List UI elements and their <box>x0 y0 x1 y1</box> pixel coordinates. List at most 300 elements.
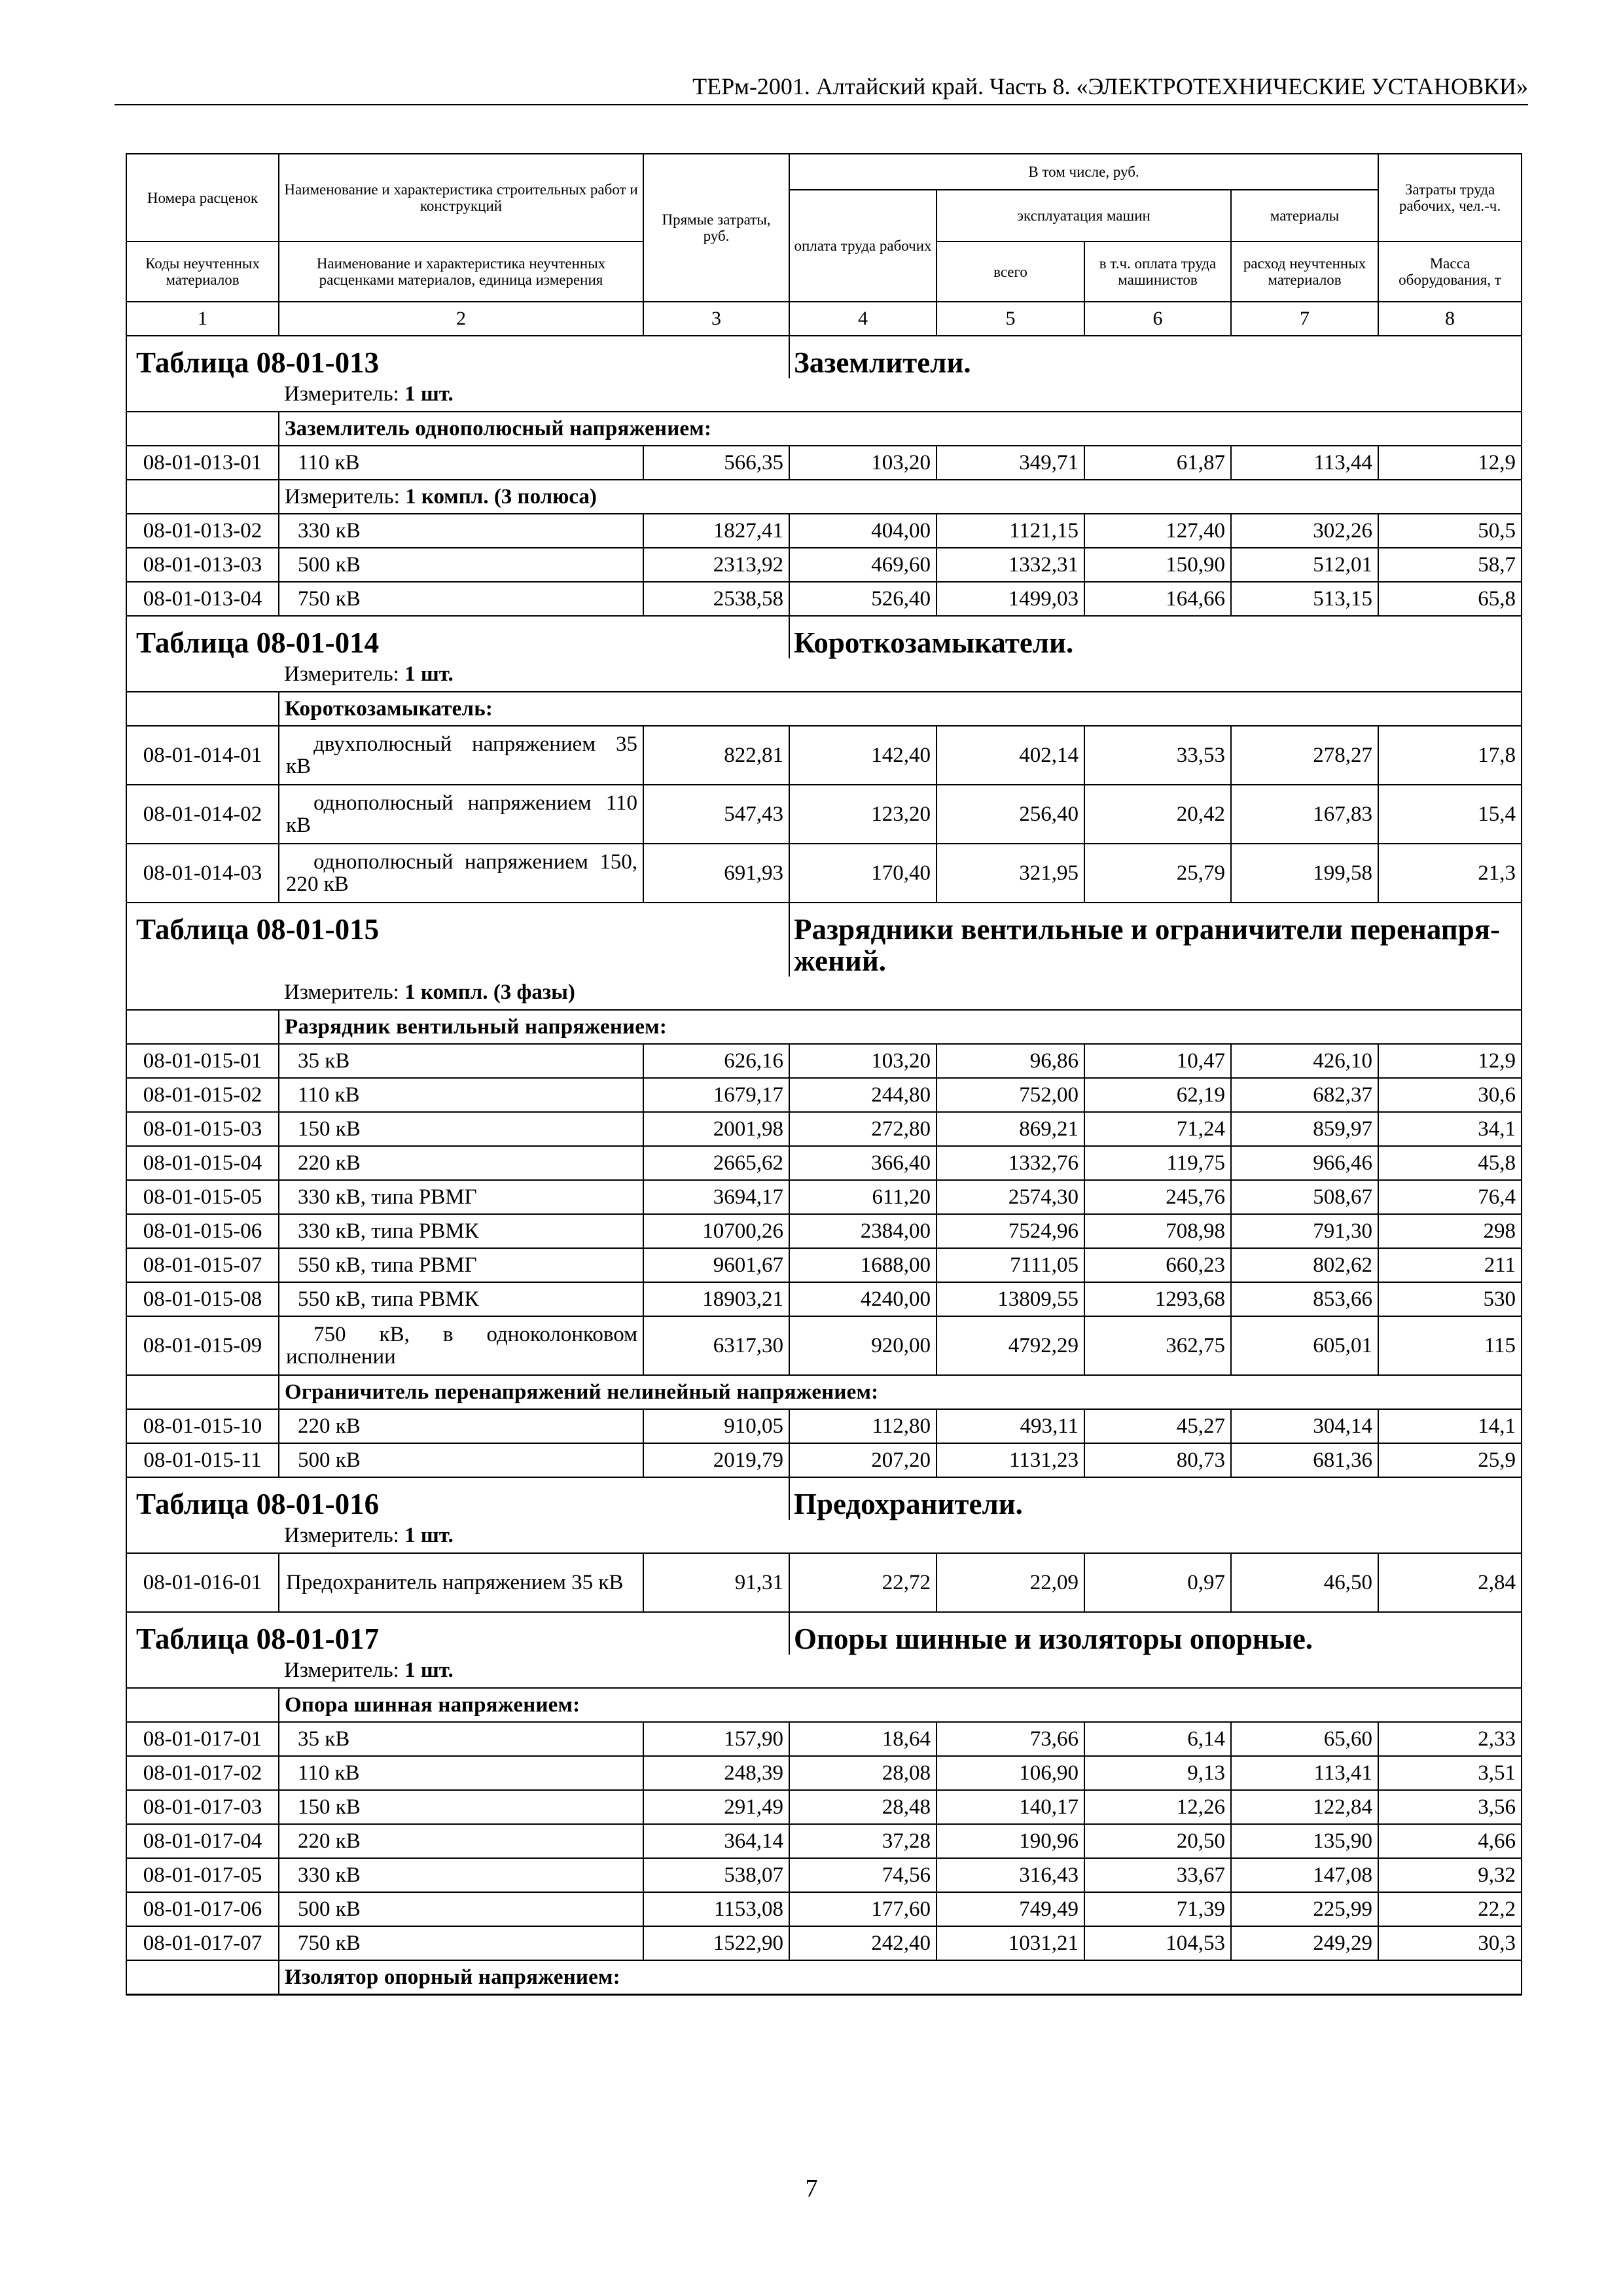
table-row <box>126 1756 1522 1790</box>
wages: 103,20 <box>789 1044 936 1078</box>
direct-cost: 91,31 <box>643 1553 789 1612</box>
rate-name: 500 кВ <box>279 1443 643 1477</box>
measure-cell <box>279 480 1522 514</box>
rate-code: 08-01-015-10 <box>126 1409 279 1443</box>
rate-name: 110 кВ <box>279 1756 643 1790</box>
machinists-wages: 164,66 <box>1084 582 1231 616</box>
machines-total: 316,43 <box>936 1858 1084 1892</box>
table-title-row <box>126 336 1522 378</box>
table-title-row <box>126 1612 1522 1655</box>
labor-cost: 12,9 <box>1378 446 1522 480</box>
col-header-machines-total: всего <box>936 242 1084 302</box>
table-heading <box>789 903 1522 977</box>
table-title: Таблица 08-01-014 <box>126 616 789 658</box>
machinists-wages: 25,79 <box>1084 844 1231 903</box>
wages: 170,40 <box>789 844 936 903</box>
section-spacer <box>126 1688 279 1722</box>
wages: 526,40 <box>789 582 936 616</box>
labor-cost: 530 <box>1378 1282 1522 1316</box>
direct-cost: 2019,79 <box>643 1443 789 1477</box>
direct-cost: 547,43 <box>643 785 789 844</box>
rate-code: 08-01-017-05 <box>126 1858 279 1892</box>
labor-cost: 2,33 <box>1378 1722 1522 1756</box>
table-row <box>126 785 1522 844</box>
labor-cost: 17,8 <box>1378 726 1522 785</box>
machinists-wages: 127,40 <box>1084 514 1231 548</box>
measure-label: Измеритель: <box>285 485 400 509</box>
wages: 469,60 <box>789 548 936 582</box>
rate-code: 08-01-015-06 <box>126 1214 279 1248</box>
machines-total: 752,00 <box>936 1078 1084 1112</box>
labor-cost: 21,3 <box>1378 844 1522 903</box>
wages: 123,20 <box>789 785 936 844</box>
table-row <box>126 1443 1522 1477</box>
table-title: Таблица 08-01-015 <box>126 903 789 977</box>
materials: 278,27 <box>1231 726 1378 785</box>
rate-code: 08-01-013-01 <box>126 446 279 480</box>
measure-row <box>126 1655 1522 1688</box>
direct-cost: 157,90 <box>643 1722 789 1756</box>
rate-name: 220 кВ <box>279 1146 643 1180</box>
col-header-including: В том числе, руб. <box>789 154 1378 190</box>
table-row <box>126 1722 1522 1756</box>
rate-code: 08-01-017-03 <box>126 1790 279 1824</box>
direct-cost: 6317,30 <box>643 1316 789 1375</box>
rate-code: 08-01-015-01 <box>126 1044 279 1078</box>
column-number: 2 <box>279 302 643 336</box>
rate-name: 330 кВ <box>279 1858 643 1892</box>
table-row <box>126 1044 1522 1078</box>
table-title-row <box>126 903 1522 977</box>
rate-code: 08-01-017-02 <box>126 1756 279 1790</box>
machinists-wages: 33,53 <box>1084 726 1231 785</box>
rate-name: 550 кВ, типа РВМК <box>279 1282 643 1316</box>
direct-cost: 291,49 <box>643 1790 789 1824</box>
materials: 681,36 <box>1231 1443 1378 1477</box>
labor-cost: 15,4 <box>1378 785 1522 844</box>
materials: 302,26 <box>1231 514 1378 548</box>
measure-unit: 1 шт. <box>404 382 454 406</box>
table-row <box>126 514 1522 548</box>
table-row <box>126 1282 1522 1316</box>
rate-name: 35 кВ <box>279 1044 643 1078</box>
section-spacer <box>126 412 279 446</box>
machines-total: 140,17 <box>936 1790 1084 1824</box>
labor-cost: 298 <box>1378 1214 1522 1248</box>
wages: 22,72 <box>789 1553 936 1612</box>
machines-total: 349,71 <box>936 446 1084 480</box>
wages: 242,40 <box>789 1926 936 1960</box>
section-label: Разрядник вентильный напряжением: <box>279 1010 1522 1044</box>
direct-cost: 626,16 <box>643 1044 789 1078</box>
col-header-unaccounted-materials: расход неучтенных материалов <box>1231 242 1378 302</box>
section-row <box>126 1960 1522 1995</box>
section-spacer <box>126 692 279 726</box>
rate-code: 08-01-016-01 <box>126 1553 279 1612</box>
materials: 605,01 <box>1231 1316 1378 1375</box>
rate-name: двухполюсный напряжением 35 кВ <box>279 726 643 785</box>
rate-name: 220 кВ <box>279 1409 643 1443</box>
table-row <box>126 446 1522 480</box>
machinists-wages: 6,14 <box>1084 1722 1231 1756</box>
wages: 142,40 <box>789 726 936 785</box>
labor-cost: 58,7 <box>1378 548 1522 582</box>
materials: 859,97 <box>1231 1112 1378 1146</box>
table-row <box>126 1790 1522 1824</box>
machines-total: 1131,23 <box>936 1443 1084 1477</box>
direct-cost: 3694,17 <box>643 1180 789 1214</box>
section-spacer <box>126 1375 279 1409</box>
machinists-wages: 9,13 <box>1084 1756 1231 1790</box>
machines-total: 256,40 <box>936 785 1084 844</box>
machines-total: 4792,29 <box>936 1316 1084 1375</box>
machines-total: 869,21 <box>936 1112 1084 1146</box>
running-header: ТЕРм-2001. Алтайский край. Часть 8. «ЭЛЕКТРОТЕХНИЧЕСКИЕ УСТАНОВКИ» <box>692 73 1528 99</box>
direct-cost: 538,07 <box>643 1858 789 1892</box>
rate-name: однополюсный напряжением 110 кВ <box>279 785 643 844</box>
labor-cost: 65,8 <box>1378 582 1522 616</box>
materials: 167,83 <box>1231 785 1378 844</box>
rate-code: 08-01-017-01 <box>126 1722 279 1756</box>
materials: 426,10 <box>1231 1044 1378 1078</box>
table-title: Таблица 08-01-016 <box>126 1477 789 1520</box>
column-number: 1 <box>126 302 279 336</box>
measure-spacer <box>126 480 279 514</box>
page-number: 7 <box>805 2175 818 2202</box>
machines-total: 7524,96 <box>936 1214 1084 1248</box>
price-table-wrapper <box>126 153 1521 1996</box>
table-heading-line: Заземлители. <box>794 346 971 379</box>
col-header-machinists-wages: в т.ч. оплата труда машинистов <box>1084 242 1231 302</box>
materials: 682,37 <box>1231 1078 1378 1112</box>
rate-code: 08-01-013-03 <box>126 548 279 582</box>
measure-unit: 1 шт. <box>404 1658 454 1682</box>
machinists-wages: 119,75 <box>1084 1146 1231 1180</box>
rate-code: 08-01-014-03 <box>126 844 279 903</box>
rate-code: 08-01-017-07 <box>126 1926 279 1960</box>
measure-cell <box>279 1520 1522 1553</box>
machinists-wages: 708,98 <box>1084 1214 1231 1248</box>
materials: 791,30 <box>1231 1214 1378 1248</box>
wages: 366,40 <box>789 1146 936 1180</box>
wages: 177,60 <box>789 1892 936 1926</box>
rate-name: 110 кВ <box>279 446 643 480</box>
labor-cost: 34,1 <box>1378 1112 1522 1146</box>
machines-total: 2574,30 <box>936 1180 1084 1214</box>
direct-cost: 10700,26 <box>643 1214 789 1248</box>
section-label: Изолятор опорный напряжением: <box>279 1960 1522 1995</box>
section-label: Ограничитель перенапряжений нелинейный напряжением: <box>279 1375 1522 1409</box>
labor-cost: 12,9 <box>1378 1044 1522 1078</box>
measure-row <box>126 658 1522 692</box>
measure-label: Измеритель: <box>284 662 399 686</box>
machines-total: 1031,21 <box>936 1926 1084 1960</box>
table-heading-line: жений. <box>794 944 887 977</box>
table-body <box>126 336 1522 1995</box>
wages: 28,48 <box>789 1790 936 1824</box>
materials: 135,90 <box>1231 1824 1378 1858</box>
direct-cost: 364,14 <box>643 1824 789 1858</box>
rate-code: 08-01-015-04 <box>126 1146 279 1180</box>
rate-code: 08-01-015-09 <box>126 1316 279 1375</box>
direct-cost: 248,39 <box>643 1756 789 1790</box>
col-header-material-name: Наименование и характеристика неучтенных расценками материалов, единица измерения <box>279 242 643 302</box>
rate-code: 08-01-015-11 <box>126 1443 279 1477</box>
wages: 28,08 <box>789 1756 936 1790</box>
section-row <box>126 412 1522 446</box>
machines-total: 13809,55 <box>936 1282 1084 1316</box>
table-row <box>126 1214 1522 1248</box>
direct-cost: 9601,67 <box>643 1248 789 1282</box>
labor-cost: 9,32 <box>1378 1858 1522 1892</box>
wages: 112,80 <box>789 1409 936 1443</box>
col-header-codes: Номера расценок <box>126 154 279 242</box>
measure-spacer <box>126 1520 279 1553</box>
table-heading <box>789 616 1522 658</box>
labor-cost: 76,4 <box>1378 1180 1522 1214</box>
col-header-machines: эксплуатация машин <box>936 190 1231 242</box>
materials: 46,50 <box>1231 1553 1378 1612</box>
wages: 2384,00 <box>789 1214 936 1248</box>
section-row <box>126 692 1522 726</box>
materials: 113,44 <box>1231 446 1378 480</box>
wages: 1688,00 <box>789 1248 936 1282</box>
machines-total: 190,96 <box>936 1824 1084 1858</box>
measure-label: Измеритель: <box>284 1658 399 1682</box>
direct-cost: 566,35 <box>643 446 789 480</box>
table-row <box>126 548 1522 582</box>
materials: 113,41 <box>1231 1756 1378 1790</box>
table-row <box>126 844 1522 903</box>
labor-cost: 115 <box>1378 1316 1522 1375</box>
column-number: 3 <box>643 302 789 336</box>
measure-cell <box>279 378 1522 412</box>
machinists-wages: 20,50 <box>1084 1824 1231 1858</box>
materials: 122,84 <box>1231 1790 1378 1824</box>
machinists-wages: 20,42 <box>1084 785 1231 844</box>
section-label: Заземлитель однополюсный напряжением: <box>279 412 1522 446</box>
section-spacer <box>126 1010 279 1044</box>
table-heading <box>789 1477 1522 1520</box>
direct-cost: 822,81 <box>643 726 789 785</box>
price-table <box>126 153 1522 1996</box>
direct-cost: 2313,92 <box>643 548 789 582</box>
measure-cell <box>279 977 1522 1010</box>
col-header-materials: материалы <box>1231 190 1378 242</box>
labor-cost: 22,2 <box>1378 1892 1522 1926</box>
materials: 225,99 <box>1231 1892 1378 1926</box>
table-row <box>126 1316 1522 1375</box>
machines-total: 96,86 <box>936 1044 1084 1078</box>
col-header-equipment-mass: Масса оборудования, т <box>1378 242 1522 302</box>
wages: 103,20 <box>789 446 936 480</box>
column-number-row <box>126 302 1522 336</box>
rate-name: 750 кВ <box>279 582 643 616</box>
table-row <box>126 1892 1522 1926</box>
machinists-wages: 45,27 <box>1084 1409 1231 1443</box>
table-row <box>126 1553 1522 1612</box>
materials: 853,66 <box>1231 1282 1378 1316</box>
labor-cost: 4,66 <box>1378 1824 1522 1858</box>
machinists-wages: 62,19 <box>1084 1078 1231 1112</box>
machinists-wages: 104,53 <box>1084 1926 1231 1960</box>
col-header-direct: Прямые затраты, руб. <box>643 154 789 302</box>
machines-total: 73,66 <box>936 1722 1084 1756</box>
machinists-wages: 245,76 <box>1084 1180 1231 1214</box>
table-row <box>126 1180 1522 1214</box>
wages: 37,28 <box>789 1824 936 1858</box>
measure-spacer <box>126 378 279 412</box>
machinists-wages: 0,97 <box>1084 1553 1231 1612</box>
column-number: 5 <box>936 302 1084 336</box>
table-heading-line: Предохранители. <box>794 1488 1023 1520</box>
measure-label: Измеритель: <box>284 1523 399 1547</box>
direct-cost: 910,05 <box>643 1409 789 1443</box>
machines-total: 749,49 <box>936 1892 1084 1926</box>
machinists-wages: 12,26 <box>1084 1790 1231 1824</box>
rate-code: 08-01-015-03 <box>126 1112 279 1146</box>
table-heading <box>789 1612 1522 1655</box>
table-title: Таблица 08-01-017 <box>126 1612 789 1655</box>
direct-cost: 1522,90 <box>643 1926 789 1960</box>
measure-unit: 1 шт. <box>404 662 454 686</box>
direct-cost: 1827,41 <box>643 514 789 548</box>
materials: 512,01 <box>1231 548 1378 582</box>
col-header-wages: оплата труда рабочих <box>789 190 936 302</box>
rate-name: 750 кВ, в одноколонковом исполнении <box>279 1316 643 1375</box>
machinists-wages: 10,47 <box>1084 1044 1231 1078</box>
machines-total: 1332,76 <box>936 1146 1084 1180</box>
table-heading-line: Опоры шинные и изоляторы опорные. <box>794 1623 1313 1655</box>
machines-total: 1332,31 <box>936 548 1084 582</box>
machines-total: 7111,05 <box>936 1248 1084 1282</box>
labor-cost: 2,84 <box>1378 1553 1522 1612</box>
rate-code: 08-01-015-08 <box>126 1282 279 1316</box>
machinists-wages: 1293,68 <box>1084 1282 1231 1316</box>
table-row <box>126 1078 1522 1112</box>
labor-cost: 211 <box>1378 1248 1522 1282</box>
machines-total: 402,14 <box>936 726 1084 785</box>
wages: 272,80 <box>789 1112 936 1146</box>
machines-total: 106,90 <box>936 1756 1084 1790</box>
wages: 611,20 <box>789 1180 936 1214</box>
labor-cost: 3,51 <box>1378 1756 1522 1790</box>
measure-cell <box>279 1655 1522 1688</box>
wages: 404,00 <box>789 514 936 548</box>
table-row <box>126 582 1522 616</box>
measure-spacer <box>126 1655 279 1688</box>
direct-cost: 691,93 <box>643 844 789 903</box>
column-number: 8 <box>1378 302 1522 336</box>
measure-unit: 1 шт. <box>404 1523 454 1547</box>
col-header-material-codes: Коды неучтенных материалов <box>126 242 279 302</box>
labor-cost: 25,9 <box>1378 1443 1522 1477</box>
section-row <box>126 1375 1522 1409</box>
materials: 966,46 <box>1231 1146 1378 1180</box>
materials: 147,08 <box>1231 1858 1378 1892</box>
rate-code: 08-01-015-02 <box>126 1078 279 1112</box>
table-heading-line: Короткозамыкатели. <box>794 626 1074 659</box>
labor-cost: 50,5 <box>1378 514 1522 548</box>
rate-name: 550 кВ, типа РВМГ <box>279 1248 643 1282</box>
materials: 304,14 <box>1231 1409 1378 1443</box>
column-number: 6 <box>1084 302 1231 336</box>
column-number: 4 <box>789 302 936 336</box>
measure-spacer <box>126 658 279 692</box>
rate-name: 150 кВ <box>279 1112 643 1146</box>
table-row <box>126 1824 1522 1858</box>
column-number: 7 <box>1231 302 1378 336</box>
wages: 244,80 <box>789 1078 936 1112</box>
rate-name: 330 кВ, типа РВМК <box>279 1214 643 1248</box>
rate-name: однополюсный напряжением 150, 220 кВ <box>279 844 643 903</box>
rate-name: 330 кВ, типа РВМГ <box>279 1180 643 1214</box>
table-row <box>126 1248 1522 1282</box>
table-row <box>126 1858 1522 1892</box>
machinists-wages: 362,75 <box>1084 1316 1231 1375</box>
wages: 207,20 <box>789 1443 936 1477</box>
rate-code: 08-01-017-06 <box>126 1892 279 1926</box>
machinists-wages: 71,39 <box>1084 1892 1231 1926</box>
section-label: Короткозамыкатель: <box>279 692 1522 726</box>
section-row <box>126 1688 1522 1722</box>
wages: 74,56 <box>789 1858 936 1892</box>
direct-cost: 2538,58 <box>643 582 789 616</box>
rate-code: 08-01-015-05 <box>126 1180 279 1214</box>
rate-name: 750 кВ <box>279 1926 643 1960</box>
section-spacer <box>126 1960 279 1995</box>
machinists-wages: 61,87 <box>1084 446 1231 480</box>
materials: 249,29 <box>1231 1926 1378 1960</box>
table-header <box>126 154 1522 336</box>
materials: 508,67 <box>1231 1180 1378 1214</box>
measure-row <box>126 378 1522 412</box>
section-label: Опора шинная напряжением: <box>279 1688 1522 1722</box>
machines-total: 321,95 <box>936 844 1084 903</box>
table-row <box>126 726 1522 785</box>
rate-name: 500 кВ <box>279 548 643 582</box>
table-row <box>126 1112 1522 1146</box>
rate-name: 110 кВ <box>279 1078 643 1112</box>
measure-unit: 1 компл. (3 полюса) <box>405 485 597 509</box>
measure-row <box>126 1520 1522 1553</box>
materials: 199,58 <box>1231 844 1378 903</box>
section-row <box>126 1010 1522 1044</box>
table-row <box>126 1926 1522 1960</box>
table-title-row <box>126 616 1522 658</box>
machines-total: 1499,03 <box>936 582 1084 616</box>
table-heading-line: Разрядники вентильные и ограничители перенапря- <box>794 913 1501 946</box>
table-row <box>126 1146 1522 1180</box>
direct-cost: 1153,08 <box>643 1892 789 1926</box>
header-rule <box>115 104 1528 105</box>
rate-name: 150 кВ <box>279 1790 643 1824</box>
measure-unit: 1 компл. (3 фазы) <box>404 980 575 1004</box>
materials: 513,15 <box>1231 582 1378 616</box>
col-header-name: Наименование и характеристика строительных работ и конструкций <box>279 154 643 242</box>
machines-total: 1121,15 <box>936 514 1084 548</box>
rate-code: 08-01-014-01 <box>126 726 279 785</box>
labor-cost: 30,3 <box>1378 1926 1522 1960</box>
direct-cost: 18903,21 <box>643 1282 789 1316</box>
rate-code: 08-01-014-02 <box>126 785 279 844</box>
machinists-wages: 33,67 <box>1084 1858 1231 1892</box>
rate-code: 08-01-013-04 <box>126 582 279 616</box>
measure-cell <box>279 658 1522 692</box>
table-title: Таблица 08-01-013 <box>126 336 789 378</box>
machines-total: 493,11 <box>936 1409 1084 1443</box>
labor-cost: 45,8 <box>1378 1146 1522 1180</box>
